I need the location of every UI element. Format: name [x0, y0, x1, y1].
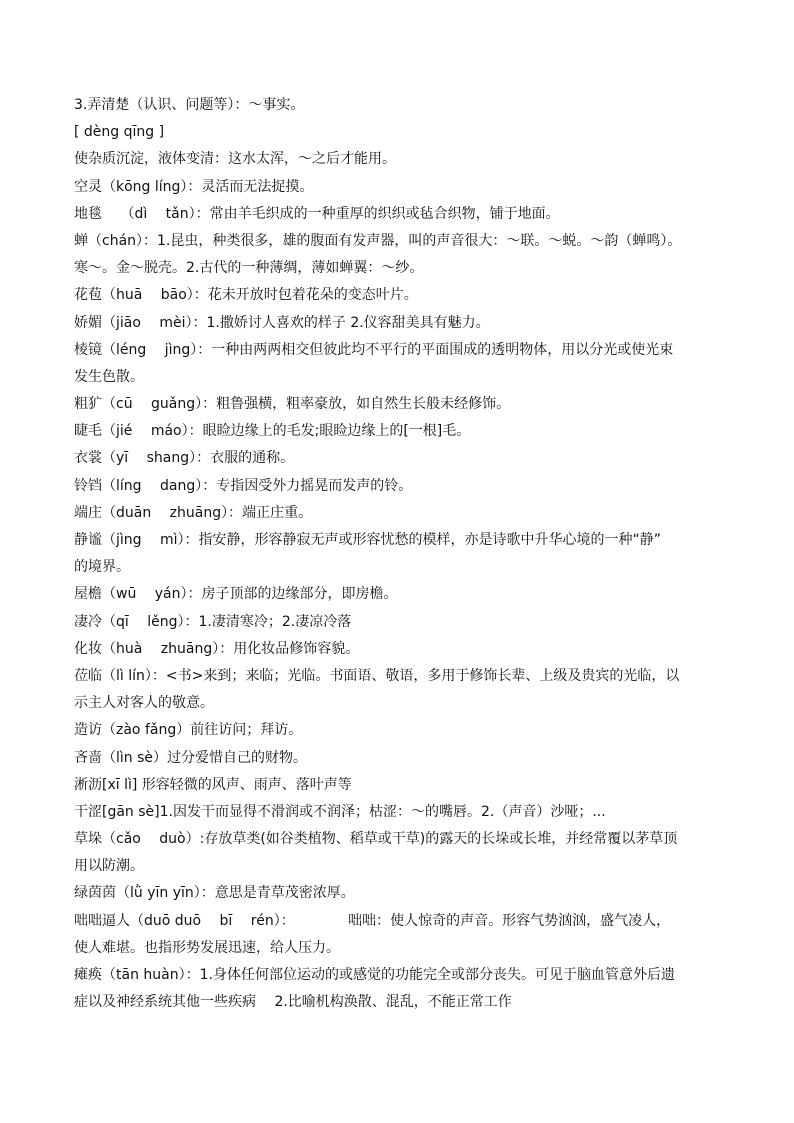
text-line: 粗犷（cū guǎng）：粗鲁强横，粗率豪放，如自然生长般未经修饰。 [74, 396, 511, 413]
text-line: 瘫痪（tān huàn）：1.身体任何部位运动的或感觉的功能完全或部分丧失。可见于脑血管意外后遗 [74, 967, 675, 983]
text-line: 的境界。 [74, 559, 130, 576]
text-line: 棱镜（léng jìng）：一种由两两相交但彼此均不平行的平面围成的透明物体，用以分光或使光束 [74, 341, 674, 358]
text-line: 衣裳（yī shang）：衣服的通称。 [74, 450, 295, 467]
text-line: 花苞（huā bāo）：花未开放时包着花朵的变态叶片。 [74, 287, 418, 304]
text-line: 化妆（huà zhuāng）：用化妆品修饰容貌。 [74, 640, 360, 657]
text-line: 莅临（lì lín）：<书>来到；来临；光临。书面语、敬语，多用于修饰长辈、上级及贵宾的光临，以 [74, 667, 680, 684]
text-line: 吝啬（lìn sè）过分爱惜自己的财物。 [74, 749, 308, 766]
text-line: [ dèng qīng ] [74, 124, 165, 141]
text-line: 示主人对客人的敬意。 [74, 695, 214, 712]
text-line: 地毯 （dì tǎn）：常由羊毛织成的一种重厚的织织或毡合织物，铺于地面。 [74, 205, 560, 222]
text-line: 空灵（kōng líng）：灵活而无法捉摸。 [74, 178, 314, 195]
text-line: 凄冷（qī lěng）：1.凄清寒冷；2.凄凉冷落 [74, 613, 352, 630]
text-line: 使人难堪。也指形势发展迅速，给人压力。 [74, 939, 340, 956]
text-line: 造访（zào fǎng）前往访问；拜访。 [74, 722, 303, 739]
text-line: 屋檐（wū yán）：房子顶部的边缘部分，即房檐。 [74, 586, 398, 603]
text-line: 淅沥[xī lì] 形容轻微的风声、雨声、落叶声等 [74, 776, 352, 793]
text-line: 寒～。金～脱壳。2.古代的一种薄绸，薄如蝉翼：～纱。 [74, 260, 424, 277]
text-line: 干涩[gān sè]1.因发干而显得不滑润或不润泽；枯涩：～的嘴唇。2.（声音）沙哑；... [74, 803, 606, 820]
text-line: 症以及神经系统其他一些疾病 2.比喻机构涣散、混乱，不能正常工作 [74, 994, 512, 1011]
text-line: 端庄（duān zhuāng）：端正庄重。 [74, 504, 313, 521]
text-line: 3.弄清楚（认识、问题等）：～事实。 [74, 97, 305, 113]
text-line: 蝉（chán）：1.昆虫，种类很多，雄的腹面有发声器，叫的声音很大：～联。～蜕。～韵（蝉鸣）。 [74, 232, 682, 249]
document-page [74, 92, 754, 1016]
text-line: 发生色散。 [74, 368, 144, 385]
text-line: 娇媚（jiāo mèi）：1.撒娇讨人喜欢的样子 2.仪容甜美具有魅力。 [74, 314, 490, 331]
text-line: 咄咄逼人（duō duō bī rén）： 咄咄：使人惊奇的声音。形容气势汹汹，盛气凌人， [74, 912, 671, 929]
text-line: 绿茵茵（lǜ yīn yīn）：意思是青草茂密浓厚。 [74, 885, 355, 902]
text-line: 使杂质沉淀，液体变清：这水太浑，～之后才能用。 [74, 151, 396, 168]
text-line: 用以防潮。 [74, 858, 144, 875]
text-line: 草垛（cǎo duò）:存放草类(如谷类植物、稻草或干草)的露天的长垛或长堆，并经常覆以茅草顶 [74, 831, 678, 848]
text-line: 睫毛（jié máo）：眼睑边缘上的毛发;眼睑边缘上的[一根]毛。 [74, 423, 471, 440]
text-line: 静谧（jìng mì）：指安静，形容静寂无声或形容忧愁的模样，亦是诗歌中升华心境的一种“静” [74, 532, 662, 548]
text-line: 铃铛（líng dang）：专指因受外力摇晃而发声的铃。 [74, 477, 413, 494]
